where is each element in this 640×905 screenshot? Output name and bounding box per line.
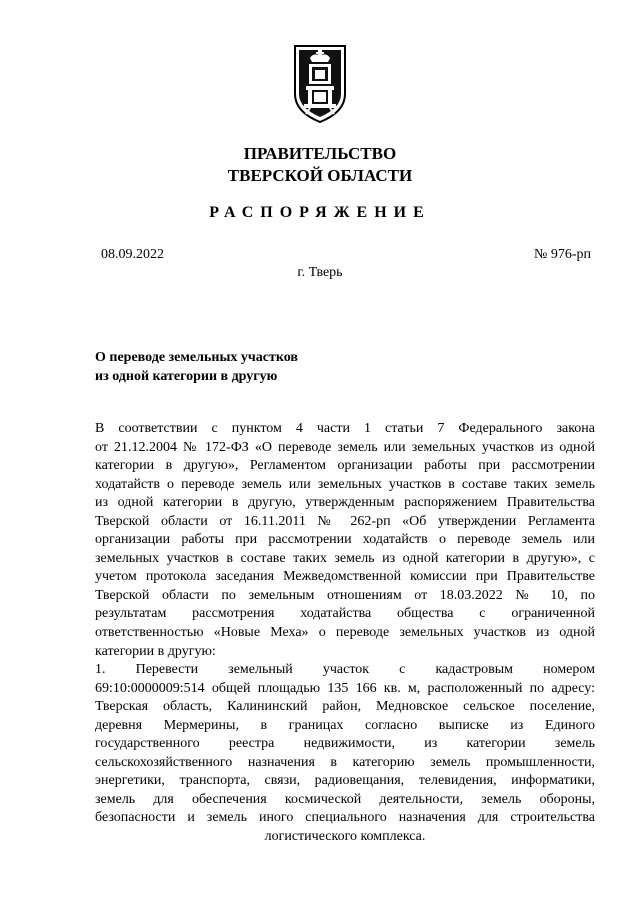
government-name-line1: ПРАВИТЕЛЬСТВО	[243, 144, 397, 163]
document-type-title: РАСПОРЯЖЕНИЕ	[209, 204, 431, 221]
tver-coat-of-arms-emblem	[292, 44, 348, 124]
document-subject	[95, 348, 298, 386]
body-line: Тверской области по земельным отношениям от 18.03.2022 № 10, по	[95, 587, 595, 603]
body-line: 1. Перевести земельный участок с кадастровым номером	[95, 662, 595, 678]
body-line: категории в другую», Регламентом организации работы при рассмотрении	[95, 458, 595, 474]
body-line: сельскохозяйственного назначения в категорию земель промышленности,	[95, 754, 595, 770]
body-line: земель для обеспечения космической деятельности, земель обороны,	[95, 791, 595, 807]
body-line: энергетики, транспорта, связи, радиовещания, телевидения, информатики,	[95, 773, 595, 789]
body-line: земельных участков в составе таких земель из одной категории в другую», с	[95, 550, 595, 566]
body-line: деревня Мермерины, в границах согласно выписке из Единого	[95, 717, 595, 733]
body-line: из одной категории в другую, утвержденным распоряжением Правительства	[95, 495, 595, 511]
body-line: безопасности и земель иного специального назначения для строительства	[95, 810, 595, 826]
body-line: ходатайств о переводе земель или земельных участков в составе таких земель	[95, 476, 595, 492]
document-body	[95, 420, 595, 847]
document-number: № 976-рп	[533, 247, 591, 262]
document-city: г. Тверь	[297, 265, 343, 280]
body-line: учетом протокола заседания Межведомственной комиссии при Правительстве	[95, 569, 595, 585]
document-date: 08.09.2022	[101, 247, 164, 262]
body-line: организации работы при рассмотрении ходатайств о переводе земель или	[95, 532, 595, 548]
subject-line: О переводе земельных участков	[95, 350, 298, 365]
body-line: В соответствии с пунктом 4 части 1 статьи 7 Федерального закона	[95, 421, 595, 436]
body-line: от 21.12.2004 № 172-ФЗ «О переводе земель или земельных участков из одной	[95, 439, 595, 455]
body-line: Тверской области от 16.11.2011 № 262-рп «Об утверждении Регламента	[95, 513, 595, 529]
body-line: ответственностью «Новые Меха» о переводе земельных участков из одной	[95, 625, 595, 641]
government-name-line2: ТВЕРСКОЙ ОБЛАСТИ	[227, 166, 413, 185]
body-line: 69:10:0000009:514 общей площадью 135 166 кв. м, расположенный по адресу:	[95, 680, 595, 696]
body-line: Тверская область, Калининский район, Медновское сельское поселение,	[95, 699, 595, 715]
subject-line: из одной категории в другую	[95, 369, 278, 384]
body-line: категории в другую:	[95, 643, 216, 659]
body-line: логистического комплекса.	[264, 829, 426, 845]
body-line: государственного реестра недвижимости, из категории земель	[95, 736, 595, 752]
body-line: результатам рассмотрения ходатайства общества с ограниченной	[95, 606, 595, 622]
